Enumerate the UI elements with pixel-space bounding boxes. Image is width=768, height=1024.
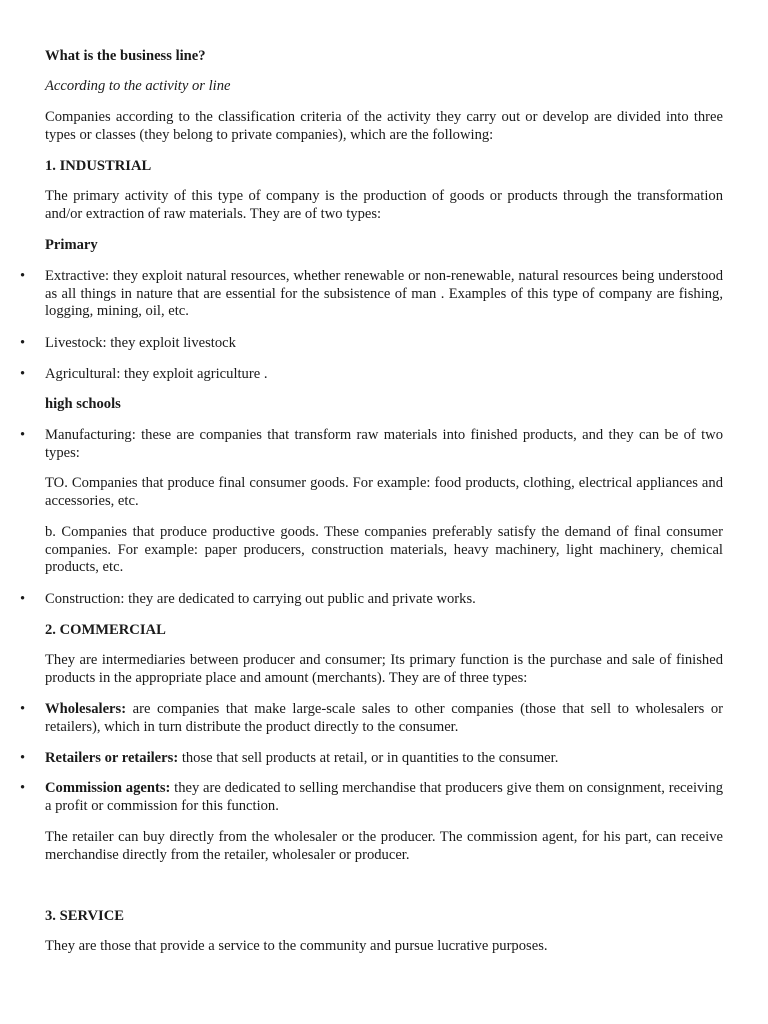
- manufacturing-type-a: TO. Companies that produce final consumer goods. For example: food products, clothing, electrical appliances and accessories, etc.: [45, 475, 723, 509]
- bullet-icon: •: [20, 591, 26, 607]
- term-text: they are dedicated to selling merchandise that producers give them on consignment, receiving a profit or commission for this function.: [45, 780, 724, 814]
- secondary-label: high schools: [45, 396, 121, 412]
- heading: What is the business line?: [45, 48, 206, 64]
- bullet-icon: •: [20, 750, 26, 766]
- industrial-title: 1. INDUSTRIAL: [45, 158, 152, 174]
- term-text: are companies that make large-scale sales to other companies (those that sell to wholesalers or retailers), which in turn distribute the product directly to the consumer.: [45, 701, 723, 735]
- term-label: Retailers or retailers:: [45, 750, 179, 766]
- list-item-retailers: [45, 750, 723, 768]
- list-item-agricultural: Agricultural: they exploit agriculture .: [45, 366, 268, 382]
- bullet-icon: •: [20, 780, 26, 796]
- list-item-manufacturing: Manufacturing: these are companies that transform raw materials into finished products, and they can be of two types:: [45, 427, 723, 461]
- bullet-icon: •: [20, 366, 26, 382]
- bullet-icon: •: [20, 268, 26, 284]
- service-title: 3. SERVICE: [45, 908, 124, 924]
- list-item-extractive: Extractive: they exploit natural resources, whether renewable or non-renewable, natural resources being understood as all things in nature that are essential for the subsistence of man . Examples of this type of company are fishing, logging, mining, oil, etc.: [45, 268, 723, 319]
- term-label: Wholesalers:: [45, 701, 127, 717]
- term-text: those that sell products at retail, or in quantities to the consumer.: [178, 750, 559, 766]
- list-item-commission-agents: [45, 780, 723, 815]
- list-item-livestock: Livestock: they exploit livestock: [45, 335, 236, 351]
- primary-label: Primary: [45, 237, 98, 253]
- manufacturing-type-b: b. Companies that produce productive goods. These companies preferably satisfy the demand of final consumer companies. For example: paper producers, construction materials, heavy machinery, light machinery, chemical products, etc.: [45, 524, 723, 575]
- commercial-description: They are intermediaries between producer and consumer; Its primary function is the purchase and sale of finished products in the appropriate place and amount (merchants). They are of three types:: [45, 652, 723, 686]
- list-item-construction: Construction: they are dedicated to carrying out public and private works.: [45, 591, 476, 607]
- commercial-title: 2. COMMERCIAL: [45, 622, 166, 638]
- intro-paragraph: Companies according to the classification criteria of the activity they carry out or develop are divided into three types or classes (they belong to private companies), which are the following:: [45, 109, 723, 143]
- bullet-icon: •: [20, 701, 26, 717]
- industrial-description: The primary activity of this type of company is the production of goods or products through the transformation and/or extraction of raw materials. They are of two types:: [45, 188, 723, 222]
- term-label: Commission agents:: [45, 780, 171, 796]
- list-item-wholesalers: [45, 701, 723, 736]
- bullet-icon: •: [20, 427, 26, 443]
- commercial-note: The retailer can buy directly from the wholesaler or the producer. The commission agent, for his part, can receive merchandise directly from the retailer, wholesaler or producer.: [45, 829, 723, 863]
- subheading: According to the activity or line: [45, 78, 231, 94]
- bullet-icon: •: [20, 335, 26, 351]
- service-description: They are those that provide a service to the community and pursue lucrative purposes.: [45, 938, 548, 954]
